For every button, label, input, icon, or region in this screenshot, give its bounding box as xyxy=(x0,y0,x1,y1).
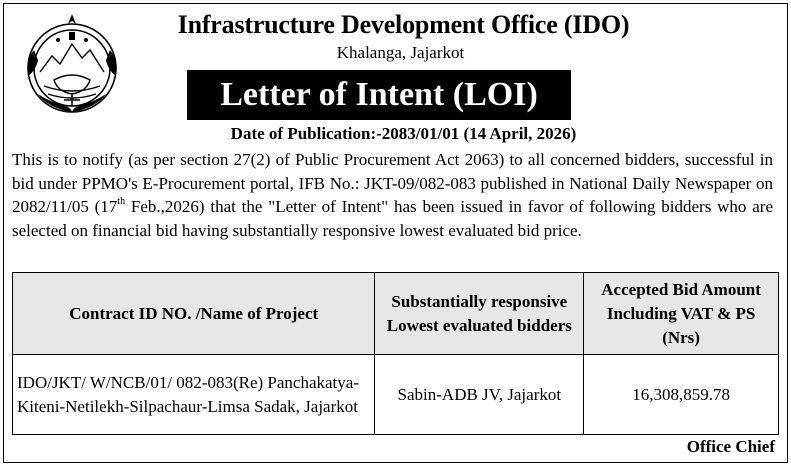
notice-text-part-2: Feb.,2026) that the "Letter of Intent" has been issued in favor of following bidders who are selected on financial bid having substantially responsive lowest evaluated bid price. xyxy=(12,197,773,240)
document-title-banner: Letter of Intent (LOI) xyxy=(187,70,571,120)
notice-paragraph xyxy=(12,148,773,242)
cell-project: IDO/JKT/ W/NCB/01/ 082-083(Re) Panchakatya-Kiteni-Netilekh-Silpachaur-Limsa Sadak, Jajarkot xyxy=(13,355,375,435)
organization-name: Infrastructure Development Office (IDO) xyxy=(177,10,630,39)
ordinal-superscript: th xyxy=(117,196,126,208)
notice-text-part-1: This is to notify (as per section 27(2) of Public Procurement Act 2063) to all concerned bidders, successful in bid under PPMO's E-Procurement portal, IFB No.: JKT-09/082-083 published in National Daily Newspaper on 2082/11/05 (17 xyxy=(12,150,773,217)
publication-date: Date of Publication:-2083/01/01 (14 April, 2026) xyxy=(230,124,577,143)
loi-notice xyxy=(3,3,788,463)
office-location: Khalanga, Jajarkot xyxy=(336,43,465,62)
cell-bidder: Sabin-ADB JV, Jajarkot xyxy=(375,355,584,435)
bidders-table xyxy=(12,272,779,435)
header-contract-id: Contract ID NO. /Name of Project xyxy=(13,273,375,355)
signatory-title: Office Chief xyxy=(686,437,775,456)
header-bidders: Substantially responsive Lowest evaluated bidders xyxy=(375,273,584,355)
table-row xyxy=(13,355,779,435)
header-bid-amount: Accepted Bid Amount Including VAT & PS (Nrs) xyxy=(584,273,779,355)
cell-amount: 16,308,859.78 xyxy=(584,355,779,435)
table-header-row xyxy=(13,273,779,355)
